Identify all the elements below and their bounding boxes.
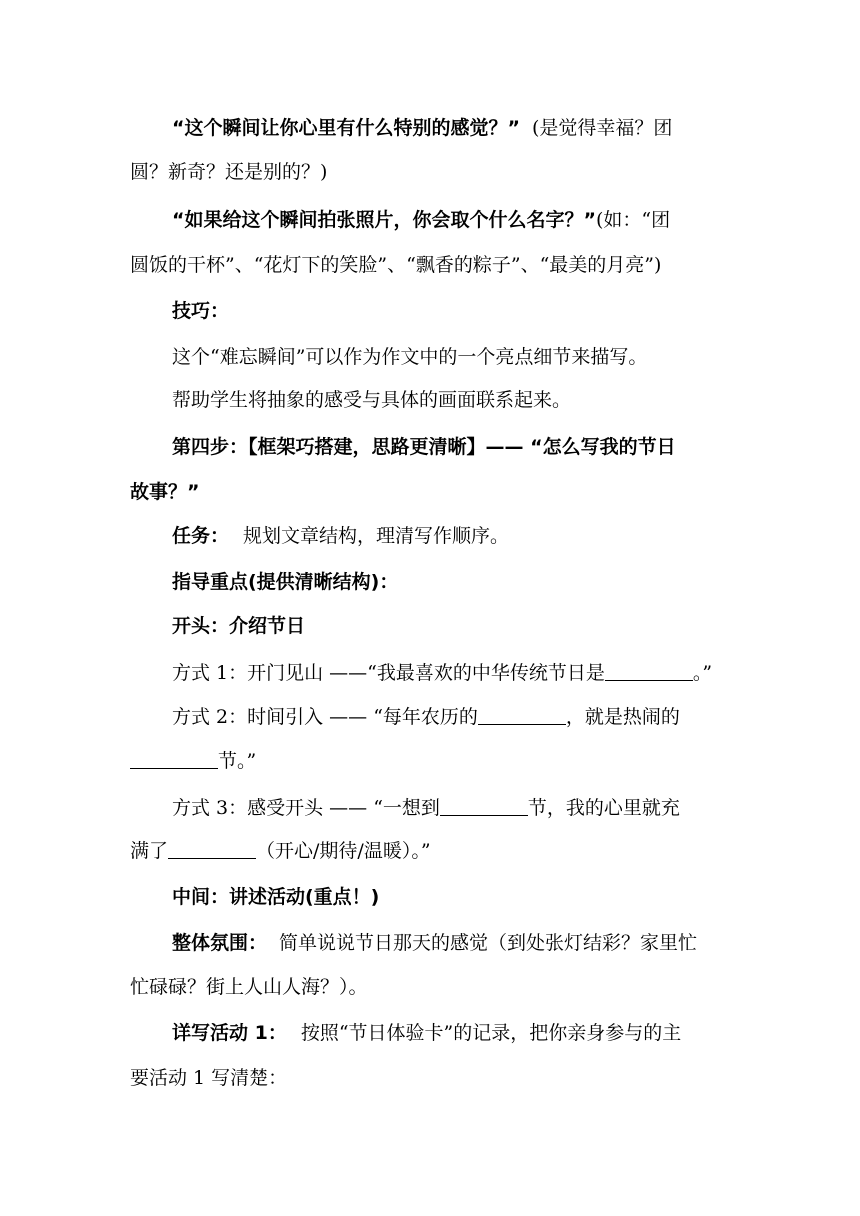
way3-line2-start: 满了 <box>130 840 169 862</box>
question-photo-line1 <box>172 208 670 232</box>
way3-mid: 节，我的心里就充 <box>527 797 680 819</box>
way1-end: 。” <box>692 662 713 684</box>
step4-heading-line1: 第四步：【框架巧搭建，思路更清晰】—— “怎么写我的节日 <box>172 436 676 458</box>
tip-1: 这个“难忘瞬间”可以作为作文中的一个亮点细节来描写。 <box>172 346 648 368</box>
activity1-label: 详写活动 1： <box>172 1022 287 1044</box>
activity1-line2: 要活动 1 写清楚： <box>130 1067 288 1089</box>
way1-line <box>172 661 712 685</box>
way3-line1 <box>172 796 680 820</box>
way3-line2-end: （开心/期待/温暖）。” <box>256 840 431 862</box>
tips-heading: 技巧： <box>172 300 230 322</box>
way2-line2 <box>130 749 256 773</box>
atmosphere-text: 简单说说节日那天的感觉（到处张灯结彩？家里忙 <box>279 932 698 954</box>
step4-heading-line2: 故事？” <box>130 481 200 503</box>
way3-blank1 <box>440 797 528 816</box>
guide-heading: 指导重点(提供清晰结构)： <box>172 571 399 593</box>
tip-2: 帮助学生将抽象的感受与具体的画面联系起来。 <box>172 389 572 411</box>
question-photo-bold: “如果给这个瞬间拍张照片，你会取个什么名字？” <box>172 209 596 231</box>
question-feeling-line1 <box>172 116 672 140</box>
way3-text: 方式 3：感受开头 —— “一想到 <box>172 797 440 819</box>
question-feeling-hint: (是觉得幸福？团 <box>531 117 673 139</box>
question-feeling-line2: 圆？新奇？还是别的？) <box>130 161 328 183</box>
way2-mid: ，就是热闹的 <box>565 706 680 728</box>
activity1-line1 <box>172 1021 681 1045</box>
atmosphere-line2: 忙碌碌？街上人山人海？）。 <box>130 976 368 998</box>
middle-heading: 中间：讲述活动(重点！) <box>172 886 380 908</box>
task-label: 任务： <box>172 525 230 547</box>
way2-blank2 <box>130 750 218 769</box>
task-line <box>172 524 509 548</box>
atmosphere-line1 <box>172 931 697 955</box>
way3-blank2 <box>168 840 256 859</box>
atmosphere-label: 整体氛围： <box>172 932 268 954</box>
question-photo-example: (如：“团 <box>595 209 671 231</box>
way2-line2-end: 节。” <box>218 750 257 772</box>
way1-blank <box>605 662 693 681</box>
question-feeling-bold: “这个瞬间让你心里有什么特别的感觉？” <box>172 117 520 139</box>
question-photo-line2: 圆饭的干杯”、“花灯下的笑脸”、“飘香的粽子”、“最美的月亮”) <box>130 254 662 276</box>
way2-blank1 <box>478 706 566 725</box>
activity1-text: 按照“节日体验卡”的记录，把你亲身参与的主 <box>300 1022 682 1044</box>
way2-line1 <box>172 705 680 729</box>
opening-heading: 开头：介绍节日 <box>172 615 306 637</box>
task-text: 规划文章结构，理清写作顺序。 <box>243 525 510 547</box>
way1-text: 方式 1：开门见山 ——“我最喜欢的中华传统节日是 <box>172 662 605 684</box>
way3-line2 <box>130 839 431 863</box>
way2-text: 方式 2：时间引入 —— “每年农历的 <box>172 706 478 728</box>
